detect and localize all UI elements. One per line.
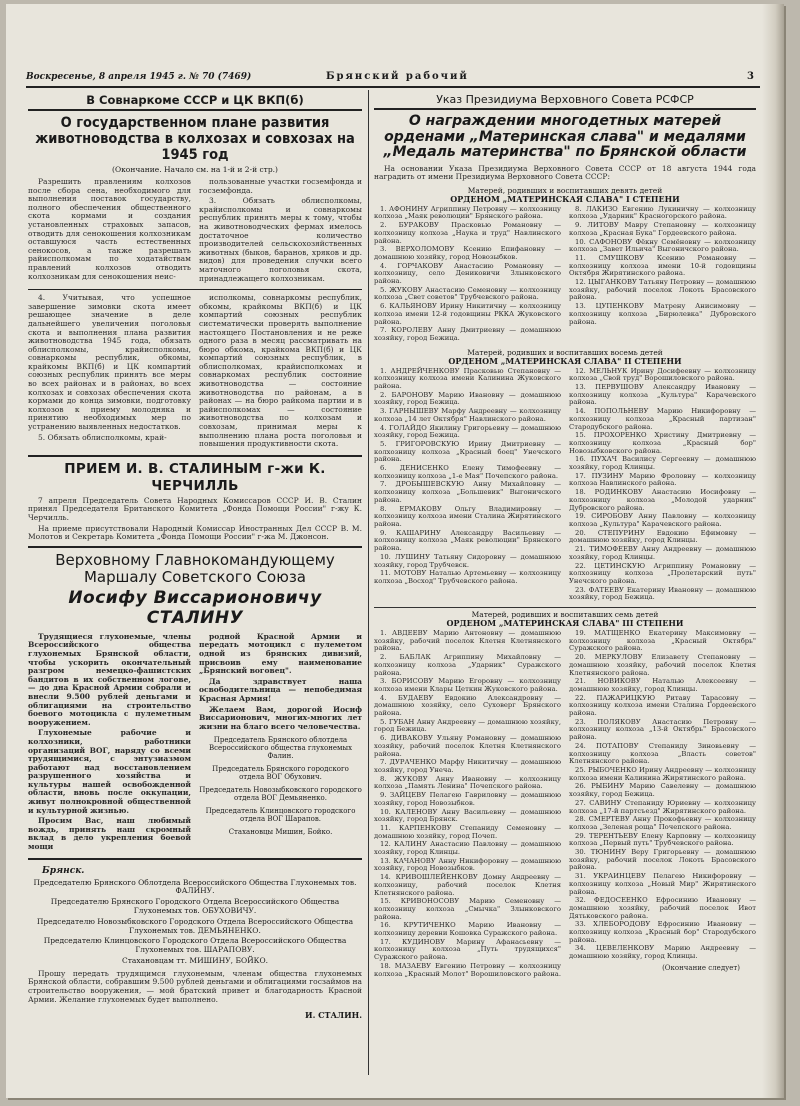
reply-addressee: Председателю Брянского Облотдела Всероссийского Общества Глухонемых тов. ФАЛИНУ. bbox=[33, 877, 357, 896]
telegram-addressee-name: Иосифу Виссарионовичу СТАЛИНУ bbox=[68, 587, 322, 628]
list-item: 9. ЛИТОВУ Мавру Степановну — колхозницу колхоза „Красная Бука" Гордеевского района. bbox=[569, 221, 756, 237]
plan-text-upper bbox=[28, 178, 362, 285]
list-item: 11. КАРПЕНКОВУ Степаниду Семеновну — домашнюю хозяйку, город Почеп. bbox=[374, 823, 561, 840]
list-item: 29. ТЕРЕНТЬЕВУ Елену Карповну — колхозницу колхоза „Первый путь" Трубчевского района. bbox=[569, 831, 756, 848]
list-item: 6. КАЛЬЯНОВУ Ирину Никитичну — колхозницу колхоза имени 12-й годовщины РККА Жуковского района. bbox=[374, 302, 561, 326]
list-item: 26. РЫБИНУ Марию Савелевну — домашнюю хозяйку, город Бежица. bbox=[569, 782, 756, 799]
list-item: 4. ГОРЧАКОВУ Анастасию Романовну — колхозницу, село Дениковичи Злынковского района. bbox=[374, 261, 561, 286]
list-item: 25. РЫБОЧЕНКО Ирину Андреевну — колхозницу колхоза имени Калинина Жирятинского района. bbox=[569, 765, 756, 782]
list-item: 15. КРИВОНОСОВУ Марию Семеновну — колхозницу колхоза „Смычка" Злынковского района. bbox=[374, 897, 561, 921]
award-section-caption: Матерей, родивших и воспитавших восемь детей bbox=[467, 347, 663, 357]
letter-col-b bbox=[199, 633, 362, 854]
page-number: 3 bbox=[747, 71, 754, 82]
list-item: 4. ГОЛАЙДО Якилину Григорьевну — домашнюю хозяйку, город Бежица. bbox=[374, 423, 561, 440]
list-item: 4. БУДАЕВУ Евдокию Александровну — домашнюю хозяйку, село Суховерг Брянского района. bbox=[374, 693, 561, 718]
page-edge bbox=[762, 4, 784, 1098]
letter-paragraph: Желаем Вам, дорогой Иосиф Виссарионович, многих-многих лет жизни на благо всего человечества. bbox=[199, 704, 362, 731]
list-item: 11. СМУШКОВУ Ксению Романовну — колхозницу колхоза имени 10-й годовщины Октября Жирятинского района. bbox=[569, 253, 756, 278]
letter-signer: Председатель Новозыбковского городского отдела ВОГ Демьяненко. bbox=[199, 786, 362, 803]
list-item: 5. ГУБАН Анну Андреевну — домашнюю хозяйку, город Бежица. bbox=[374, 717, 561, 734]
priem-headline: ПРИЕМ И. В. СТАЛИНЫМ г-жи К. ЧЕРЧИЛЛЬ bbox=[64, 460, 326, 494]
list-item: 3. БОРИСОВУ Марию Егоровну — колхозницу колхоза имени Клары Цеткин Жуковского района. bbox=[374, 677, 561, 693]
award-list-col bbox=[569, 206, 756, 344]
telegram-addressee: Верховному Главнокомандующему Маршалу Советского Союза bbox=[55, 550, 335, 586]
list-item: 9. КАШАРИНУ Александру Васильевну — колхозницу колхоза „Маяк революции" Брянского района. bbox=[374, 528, 561, 553]
list-item: 7. ДУРАЧЕНКО Марфу Никитичну — домашнюю хозяйку, город Унеча. bbox=[374, 758, 561, 774]
reply-addressee: Председателю Клинцовского Городского Отдела Всероссийского Общества Глухонемых тов. ШАРАПОВУ. bbox=[43, 936, 347, 955]
list-item: 20. СТЕПУРИНУ Евдокию Ефимовну — домашнюю хозяйку, город Клинцы. bbox=[569, 528, 756, 545]
newspaper-title: Брянский рабочий bbox=[326, 71, 469, 82]
ukaz-kicker: Указ Президиума Верховного Совета РСФСР bbox=[374, 92, 756, 110]
plan-col-a bbox=[28, 178, 191, 285]
list-item: 12. КАЛИНУ Анастасию Павловну — домашнюю хозяйку, город Клинцы. bbox=[374, 840, 561, 857]
plan-paragraph: 3. Обязать облисполкомы, крайисполкомы и совнаркомы республик принять меры к тому, чтобы на животноводческих фермах имелось достаточное количество производителей сельскохозяйственных животных (быков, баранов, хряков и др. видов) для проведения случки всего маточного поголовья скота, принадлежащего колхозникам. bbox=[199, 196, 362, 283]
award-order-title: ОРДЕНОМ „МАТЕРИНСКАЯ СЛАВА" I СТЕПЕНИ bbox=[450, 193, 680, 204]
list-item: 8. ЕРМАКОВУ Ольгу Владимировну — колхозницу колхоза имени Сталина Жирятинского района. bbox=[374, 504, 561, 528]
plan-continuation-note: (Окончание. Начало см. на 1-й и 2-й стр.) bbox=[112, 165, 278, 174]
column-divider bbox=[368, 90, 369, 1075]
list-item: 24. ПОТАПОВУ Степаниду Зиновьевну — колхозницу колхоза „Власть советов" Клетнянского района. bbox=[569, 741, 756, 766]
list-item: 6. ДЕНИСЕНКО Елену Тимофеевну — колхозницу колхоза „1-е Мая" Почепского района. bbox=[374, 464, 561, 480]
award-section-caption: Матерей, родивших и воспитавших семь детей bbox=[471, 610, 659, 620]
section-divider bbox=[28, 546, 362, 548]
list-item: 27. САВИНУ Степаниду Юриевну — колхозницу колхоза „17-й партсъезд" Жирятинского района. bbox=[569, 798, 756, 815]
list-item: 2. БУРАКОВУ Прасковью Романовну — колхозницу колхоза „Наука и труд" Навлинского района. bbox=[374, 221, 561, 245]
section-divider bbox=[28, 858, 362, 860]
list-item: 30. ТЮНИНУ Веру Григорьевну — домашнюю хозяйку, рабочий поселок Локоть Брасовского района. bbox=[569, 848, 756, 872]
plan-paragraph: пользованные участки госземфонда и госземфонда. bbox=[199, 177, 362, 195]
letter-col-b-text bbox=[199, 633, 362, 732]
list-item: 1. АФОНИНУ Агриппину Петровну — колхозницу колхоза „Маяк революции" Брянского района. bbox=[374, 204, 561, 221]
list-item: 32. ФЕДОСЕЕНКО Ефросинию Ивановну — домашнюю хозяйку, рабочий поселок Ивот Дятьковского района. bbox=[569, 896, 756, 920]
award-order-title: ОРДЕНОМ „МАТЕРИНСКАЯ СЛАВА" III СТЕПЕНИ bbox=[446, 618, 684, 629]
award-list-col bbox=[374, 368, 561, 603]
priem-text bbox=[28, 497, 362, 542]
list-item: 22. ЦЕТИНСКУЮ Агриппину Романовну — колхозницу колхоза „Пролетарский путь" Унечского района. bbox=[569, 561, 756, 585]
list-item: 13. ПЕРВУШОВУ Александру Ивановну — колхозницу колхоза „Культура" Карачевского района. bbox=[569, 383, 756, 407]
award-list-1 bbox=[374, 206, 756, 344]
list-item: 23. ПОЛЯКОВУ Анастасию Петровну — колхозницу колхоза „13-й Октябрь" Брасовского района. bbox=[569, 717, 756, 742]
list-item: 21. НОВИКОВУ Наталью Алексеевну — домашнюю хозяйку, город Клинцы. bbox=[569, 677, 756, 693]
list-item: 5. ЖУКОВУ Анастасию Семеновну — колхозницу колхоза „Свет советов" Трубчевского района. bbox=[374, 285, 561, 302]
list-item: 33. ХЛЕБОРОДОВУ Ефросинию Ивановну — колхозницу колхоза „Красный бор" Стародубского района. bbox=[569, 920, 756, 944]
plan-paragraph: исполкомы, совнаркомы республик, обкомы, крайкомы ВКП(б) и ЦК компартий союзных республик систематически проверять выполнение настоящего Постановления и не реже одного раза в месяц рассматривать на бюро обкома, крайкома ВКП(б) и ЦК компартий союзных республик, в облисполкомах, крайисполкомах и совнаркомах республик состояние животноводства — состояние животноводства по районам, а в районах — на бюро райкома партии и в райисполкомах — состояние животноводства по колхозам и совхозам, принимая меры к выполнению плана роста поголовья и повышения продуктивности скота. bbox=[199, 293, 362, 449]
list-item: 11. МОТОВУ Наталью Артемьевну — колхозницу колхоза „Восход" Трубчевского района. bbox=[374, 569, 561, 585]
award-list-col bbox=[374, 630, 561, 979]
plan-paragraph: 4. Учитывая, что успешное завершение зимовки скота имеет решающее значение в деле дальнейшего увеличения поголовья скота и выполнения плана развития животноводства 1945 года, обязать облисполкомы, крайисполкомы, совнаркомы республик, обкомы, крайкомы ВКП(б) и ЦК компартий союзных республик принять все меры во всех районах и в районах, во всех колхозах и совхозах обеспечения скота кормами до конца зимовки, подготовку колхозов к приему молодняка и принятию необходимых мер по устранению выявленных недостатков. bbox=[28, 293, 191, 432]
list-item: 10. КАЛЕНОВУ Анну Васильевну — домашнюю хозяйку, город Брянск. bbox=[374, 807, 561, 824]
to-be-continued: (Окончание следует) bbox=[662, 963, 740, 972]
reply-addressee: Председателю Новозыбковского Городского Отдела Всероссийского Общества Глухонемых тов. ДЕМЬЯНЕНКО. bbox=[36, 916, 354, 935]
letter-paragraph: Трудящиеся глухонемые, члены Всероссийского общества глухонемых Брянской области, чтобы ускорить окончательный разгром немецко-фашистских бандитов в их собственном логове, — до дна Красной Армии собрали и внесли 9.500 рублей деньгами и облигациями на строительство боевого мотоцикла с пулеметным вооружением. bbox=[28, 631, 191, 727]
list-item: 7. ДРОБЫШЕВСКУЮ Анну Михайловну — колхозницу колхоза „Большевик" Выгоничского района. bbox=[374, 480, 561, 504]
ukaz-intro bbox=[374, 165, 756, 182]
plan-text-lower bbox=[28, 294, 362, 451]
list-item: 17. КУДИНОВУ Марину Афанасьевну — колхозницу колхоза „Путь трудящихся" Суражского района. bbox=[374, 937, 561, 962]
plan-headline: О государственном плане развития животноводства в колхозах и совхозах на 1945 год bbox=[35, 115, 355, 163]
sovnarkom-kicker: В Совнаркоме СССР и ЦК ВКП(б) bbox=[28, 92, 362, 111]
plan-paragraph: Разрешить правлениям колхозов после сбора сена, необходимого для выполнения поставок государству, полного обеспечения общественного скота кормами и создания установленных страховых запасов, отводить для сенокошения колхозникам оставшуюся часть естественных сенокосов, а также разрешать райисполкомам по ходатайствам правлений колхозов отводить колхозникам для сенокошения неис- bbox=[28, 177, 191, 281]
list-item: 9. ЗАЙЦЕВУ Пелагею Гавриловну — домашнюю хозяйку, город Новозыбков. bbox=[374, 791, 561, 807]
list-item: 13. ЦУПЕНКОВУ Матрену Анисимовну — колхозницу колхоза „Бирюлевка" Дубровского района. bbox=[569, 302, 756, 326]
list-item: 6. ДИВАКОВУ Ульяну Романовну — домашнюю хозяйку, рабочий поселок Клетня Клетнянского района. bbox=[374, 734, 561, 758]
plan-divider bbox=[28, 289, 362, 290]
letter-signer: Председатель Брянского облотдела Всероссийского общества глухонемых Фалин. bbox=[208, 736, 353, 761]
ukaz-title: О награждении многодетных матерей орденами „Материнская слава" и медалями „Медаль материнства" по Брянской области bbox=[383, 113, 747, 160]
list-item: 16. ПУХАЧ Василису Сергеевну — домашнюю хозяйку, город Клинцы. bbox=[569, 455, 756, 472]
reply-city: Брянск. bbox=[42, 865, 85, 876]
list-item: 18. РОДИНКОВУ Анастасию Иосифовну — колхозницу колхоза „Молодой ударник" Дубровского района. bbox=[569, 488, 756, 512]
list-item: 13. КАЧАНОВУ Анну Никифоровну — домашнюю хозяйку, город Новозыбков. bbox=[374, 856, 561, 873]
priem-paragraph: 7 апреля Председатель Совета Народных Комиссаров СССР И. В. Сталин принял Председателя Британского Комитета „Фонда Помощи России" г-жу К. Черчилль. bbox=[28, 495, 362, 522]
newspaper-page bbox=[6, 4, 784, 1098]
plan-paragraph: 5. Обязать облисполкомы, край- bbox=[38, 432, 167, 442]
list-item: 17. ПУЗИНУ Марию Фроловну — колхозницу колхоза Навлинского района. bbox=[569, 471, 756, 488]
list-item: 14. КРИВОШЛЕЙЕНКОВУ Домну Андреевну — колхозницу, рабочий поселок Клетня Клетнянского района. bbox=[374, 873, 561, 897]
award-order-title: ОРДЕНОМ „МАТЕРИНСКАЯ СЛАВА" II СТЕПЕНИ bbox=[448, 355, 682, 366]
letter-signer: Председатель Брянского городского отдела ВОГ Обухович. bbox=[212, 765, 349, 782]
list-item: 5. ГРИГОРОВСКУЮ Ирину Дмитриевну — колхозницу колхоза „Красный боец" Унечского района. bbox=[374, 439, 561, 464]
list-item: 31. УКРАИНЦЕВУ Пелагею Никифоровну — колхозницу колхоза „Новый Мир" Жирятинского района. bbox=[569, 872, 756, 896]
letter-paragraph: Да здравствует наша освободительница — непобедимая Красная Армия! bbox=[199, 676, 362, 703]
list-item: 3. ГАРНЫШЕВУ Марфу Андреевну — колхозницу колхоза „14 лет Октября" Навлинского района. bbox=[374, 407, 561, 423]
list-item: 2. БАРОНОВУ Марию Ивановну — домашнюю хозяйку, город Бежица. bbox=[374, 390, 561, 407]
list-item: 16. КРУТИЧЕНКО Марию Ивановну — колхозницу деревни Кошовка Суражского района. bbox=[374, 921, 561, 938]
list-item: 8. ЖУКОВУ Анну Ивановну — колхозницу колхоза „Память Ленина" Почепского района. bbox=[374, 774, 561, 791]
list-item: 19. МАТЩЕНКО Екатерину Максимовну — колхозницу колхоза „Красный Октябрь" Суражского района. bbox=[569, 629, 756, 653]
award-list-col bbox=[569, 368, 756, 603]
list-item: 23. ФАТЕЕВУ Екатерину Ивановну — домашнюю хозяйку, город Бежица. bbox=[569, 585, 756, 602]
award-list-col bbox=[374, 206, 561, 344]
list-item: 1. АВДЕЕВУ Марию Антоновну — домашнюю хозяйку, рабочий поселок Клетня Клетнянского района. bbox=[374, 629, 561, 653]
reply-text bbox=[28, 970, 362, 1004]
plan-col-d bbox=[199, 294, 362, 451]
list-item: 19. СИРОБОВУ Анну Павловну — колхозницу колхоза „Культура" Карачевского района. bbox=[569, 512, 756, 528]
list-item: 21. ТИМОФЕЕВУ Анну Андреевну — домашнюю хозяйку, город Клинцы. bbox=[569, 545, 756, 561]
list-item: 7. КОРОЛЕВУ Анну Дмитриевну — домашнюю хозяйку, город Бежица. bbox=[374, 326, 561, 342]
reply-addressee: Стахановцам тт. МИШИНУ, БОЙКО. bbox=[122, 956, 268, 965]
list-item: 34. ЦЕВЕЛЕНКОВУ Марию Андреевну — домашнюю хозяйку, город Клинцы. bbox=[569, 944, 756, 961]
right-section bbox=[374, 92, 756, 1082]
list-item: 18. МАЗАЕВУ Евгению Петровну — колхозницу колхоза „Красный Молот" Ворошиловского района. bbox=[374, 961, 561, 978]
list-item: 15. ПРОХОРЕНКО Христину Дмитриевну — колхозницу колхоза „Красный бор" Новозыбковского района. bbox=[569, 431, 756, 455]
plan-col-b bbox=[199, 178, 362, 285]
award-section-caption: Матерей, родивших и воспитавших девять детей bbox=[467, 185, 663, 195]
list-item: 22. ПАЖАРИЦКУЮ Ритаву Тарасовну — колхозницу колхоза имени Сталина Гордеевского района. bbox=[569, 693, 756, 718]
letter-signer: Председатель Клинцовского городского отдела ВОГ Шарапов. bbox=[205, 807, 356, 824]
plan-col-c bbox=[28, 294, 191, 451]
list-item: 8. ЛАКИЗО Евгению Лукиничну — колхозницу колхоза „Ударник" Красногорского района. bbox=[569, 204, 756, 221]
letter-col-a bbox=[28, 633, 191, 854]
issue-date: Воскресенье, 8 апреля 1945 г. № 70 (7469) bbox=[26, 72, 252, 82]
ukaz-intro-text: На основании Указа Президиума Верховного Совета СССР от 18 августа 1944 года наградить от имени Президиума Верховного Совета СССР: bbox=[374, 163, 756, 182]
list-item: 12. ЦЫГАНКОВУ Татьяну Петровну — домашнюю хозяйку, рабочий поселок Локоть Брасовского района. bbox=[569, 278, 756, 302]
section-divider bbox=[28, 455, 362, 457]
award-list-col bbox=[569, 630, 756, 979]
list-item: 28. СМЕРТЕВУ Анну Прокофьевну — колхозницу колхоза „Зеленая роща" Почепского района. bbox=[569, 815, 756, 831]
letter-paragraph: Просим Вас, наш любимый вождь, принять наш скромный вклад в дело укрепления боевой мощи bbox=[28, 816, 191, 852]
list-item: 3. ВЕРХОЛОМОВУ Ксению Епифановну — домашнюю хозяйку, город Новозыбков. bbox=[374, 245, 561, 261]
list-item: 1. АНДРЕЙЧЕНКОВУ Прасковью Степановну — колхозницу колхоза имени Калинина Жуковского района. bbox=[374, 366, 561, 391]
reply-paragraph: Прошу передать трудящимся глухонемым, членам общества глухонемых Брянской области, собравшим 9.500 рублей деньгами и облигациями госзаймов на строительство вооружения, — мой братский привет и благодарность Красной Армии. Желание глухонемых будет выполнено. bbox=[28, 968, 362, 1004]
letter-body bbox=[28, 633, 362, 854]
list-item: 20. МЕРКУЛОВУ Елизавету Степановну — домашнюю хозяйку, рабочий поселок Клетня Клетнянского района. bbox=[569, 653, 756, 677]
reply-signature: И. СТАЛИН. bbox=[305, 1010, 362, 1021]
list-item: 2. БАБЛАК Агриппину Михайловну — колхозницу колхоза „Ударник" Суражского района. bbox=[374, 653, 561, 677]
letter-paragraph: родной Красной Армии и передать мотоцикл с пулеметом одной из брянских дивизий, присвоив ему наименование „Брянский воговец". bbox=[199, 631, 362, 676]
award-section-1 bbox=[374, 186, 756, 204]
award-list-3 bbox=[374, 630, 756, 979]
list-item: 10. ЛУШИНУ Татьяну Сидоровну — домашнюю хозяйку, город Трубчевск. bbox=[374, 552, 561, 569]
left-section bbox=[28, 92, 362, 1082]
award-section-3 bbox=[374, 607, 756, 628]
letter-signer: Стахановцы Мишин, Бойко. bbox=[228, 828, 333, 837]
page-header bbox=[26, 70, 760, 88]
priem-paragraph: На приеме присутствовали Народный Комиссар Иностранных Дел СССР В. М. Молотов и Секретарь Комитета „Фонда Помощи России" г-жа М. Джонсон. bbox=[28, 523, 362, 542]
award-section-2 bbox=[374, 348, 756, 366]
award-list-2 bbox=[374, 368, 756, 603]
list-item: 10. САФОНОВУ Фёкну Семёновну — колхозницу колхоза „Завет Ильича" Выгоничского района. bbox=[569, 237, 756, 254]
list-item: 12. МЕЛЬНУК Ирину Досифеевну — колхозницу колхоза „Свой труд" Ворошиловского района. bbox=[569, 366, 756, 383]
reply-addressee: Председателю Брянского Городского Отдела Всероссийского Общества Глухонемых тов. ОБУХОВИЧУ. bbox=[50, 897, 340, 916]
letter-paragraph: Глухонемые рабочие и колхозники, работники организаций ВОГ, наряду со всеми трудящимися, с энтузиазмом работают над восстановлением разрушенного хозяйства и культуры нашей освобожденной области, вновь после оккупации, живут полнокровной общественной и культурной жизнью. bbox=[28, 728, 191, 815]
list-item: 14. ПОПОЛЬНЕВУ Марию Никифоровну — колхозницу колхоза „Красный партизан" Стародубского района. bbox=[569, 407, 756, 431]
